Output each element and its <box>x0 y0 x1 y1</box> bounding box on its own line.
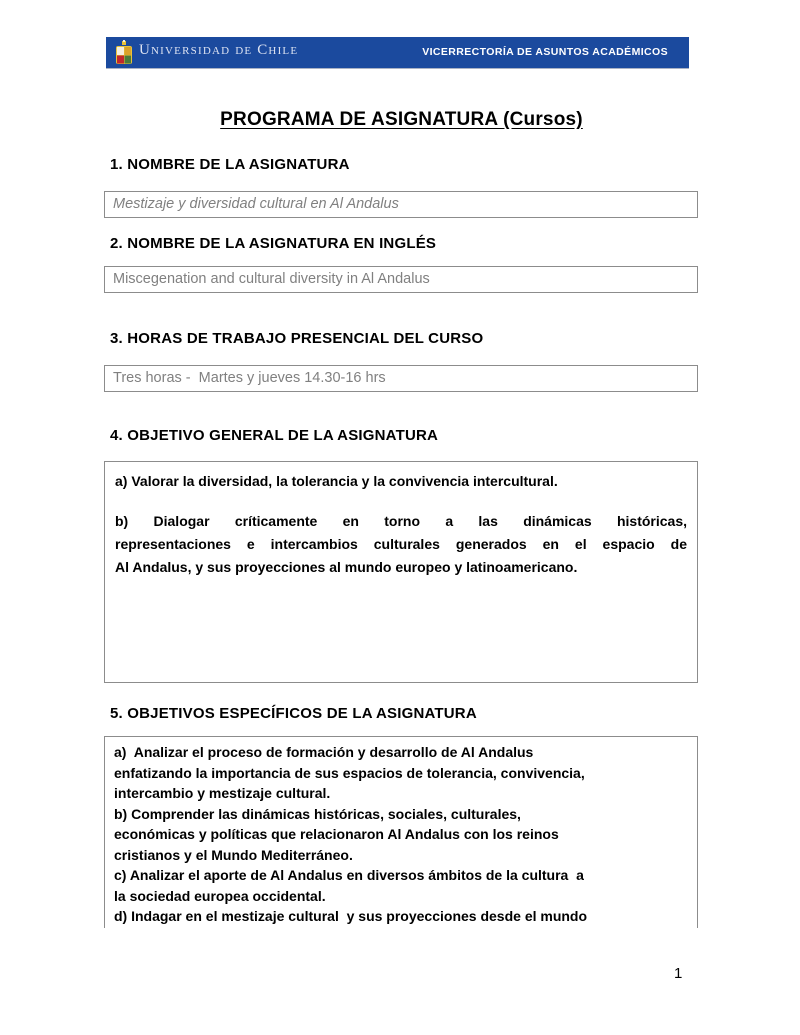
course-name-english-field: Miscegenation and cultural diversity in Al Andalus <box>104 266 698 293</box>
specific-objectives-box <box>104 736 698 928</box>
objective-b-line: Al Andalus, y sus proyecciones al mundo europeo y latinoamericano. <box>115 559 578 575</box>
specific-objective-line: la sociedad europea occidental. <box>114 887 326 904</box>
objective-b-line: representaciones e intercambios culturales generados en el espacio de <box>115 536 687 552</box>
specific-objective-line: b) Comprender las dinámicas históricas, sociales, culturales, <box>114 805 521 822</box>
general-objective-box <box>104 461 698 683</box>
section-2-heading: 2. NOMBRE DE LA ASIGNATURA EN INGLÉS <box>110 235 437 252</box>
section-1-heading: 1. NOMBRE DE LA ASIGNATURA <box>110 156 350 173</box>
specific-objective-line: d) Indagar en el mestizaje cultural y sus proyecciones desde el mundo <box>114 908 588 924</box>
university-name: Universidad de Chile <box>139 42 299 58</box>
specific-objective-line: cristianos y el Mundo Mediterráneo. <box>114 846 353 863</box>
page-number: 1 <box>674 965 683 982</box>
objective-a-text: a) Valorar la diversidad, la tolerancia y la convivencia intercultural. <box>115 473 558 489</box>
specific-objective-line: c) Analizar el aporte de Al Andalus en diversos ámbitos de la cultura a <box>114 867 584 883</box>
objective-b-line: b) Dialogar críticamente en torno a las dinámicas históricas, <box>115 513 687 529</box>
header-banner <box>106 37 689 69</box>
section-3-heading: 3. HORAS DE TRABAJO PRESENCIAL DEL CURSO <box>110 330 484 347</box>
division-name: VICERRECTORÍA DE ASUNTOS ACADÉMICOS <box>422 46 668 58</box>
specific-objective-line: intercambio y mestizaje cultural. <box>114 785 331 801</box>
objective-b-text <box>115 510 687 579</box>
section-5-heading: 5. OBJETIVOS ESPECÍFICOS DE LA ASIGNATURA <box>110 705 477 722</box>
specific-objective-line: a) Analizar el proceso de formación y desarrollo de Al Andalus <box>114 744 534 760</box>
section-4-heading: 4. OBJETIVO GENERAL DE LA ASIGNATURA <box>110 427 439 444</box>
university-crest-icon <box>115 40 133 65</box>
specific-objective-line: enfatizando la importancia de sus espacios de tolerancia, convivencia, <box>114 764 585 781</box>
page-title: PROGRAMA DE ASIGNATURA (Cursos) <box>220 109 583 130</box>
course-hours-field: Tres horas - Martes y jueves 14.30-16 hrs <box>104 365 698 392</box>
specific-objective-line: económicas y políticas que relacionaron Al Andalus con los reinos <box>114 826 559 842</box>
course-name-field: Mestizaje y diversidad cultural en Al Andalus <box>104 191 698 218</box>
